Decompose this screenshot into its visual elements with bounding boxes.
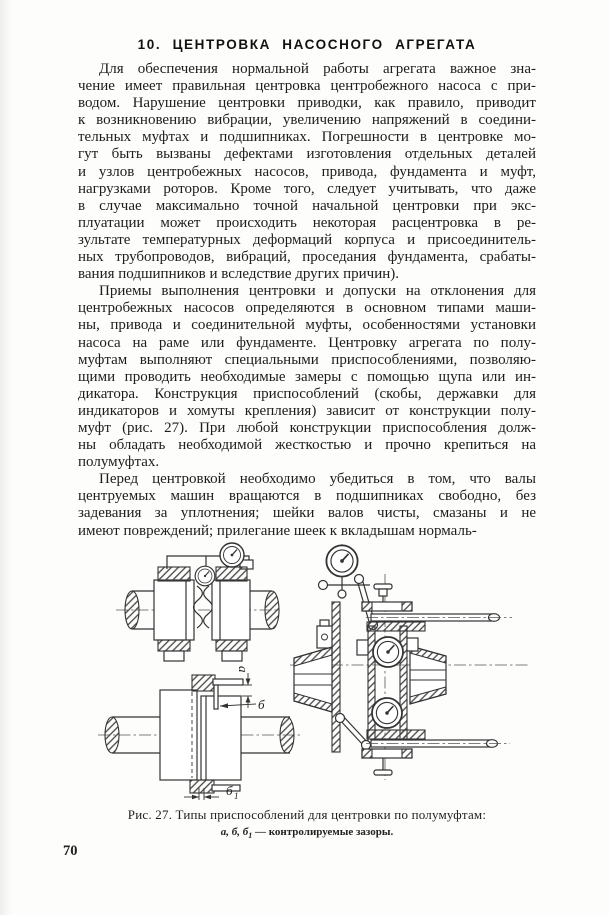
legend-gap-text: — контролируемые зазоры. xyxy=(252,826,394,838)
text-line: и узлов центробежных насосов, привода, фундамента и муфт, xyxy=(78,163,536,180)
coupling-clamp-drawing xyxy=(116,543,279,661)
section-heading: 10. ЦЕНТРОВКА НАСОСНОГО АГРЕГАТА xyxy=(137,37,477,52)
text-line: вания подшипников и вследствие других причин). xyxy=(78,266,399,283)
dial-indicator-icon xyxy=(220,543,244,567)
figure-caption-legend xyxy=(78,826,536,840)
text-line: Для обеспечения нормальной работы агрегата важное зна- xyxy=(99,61,536,77)
legend-gap-subscript: 1 xyxy=(248,831,253,841)
body-text xyxy=(78,61,536,540)
text-line: муфтам выполняют специальными приспособлениями, позволяю- xyxy=(78,351,536,368)
text-line: ны обладать необходимой жесткостью и прочно крепиться на xyxy=(78,437,536,454)
text-line: индикаторов и хомуты крепления) зависит от конструкции полу- xyxy=(78,402,536,419)
text-line: задевания за уплотнения; шейки валов чисты, смазаны и не xyxy=(78,505,536,522)
text-line: дикатора. Конструкция приспособлений (скобы, державки для xyxy=(78,385,536,402)
text-line: к возникновению вибрации, увеличению напряжений в соедини- xyxy=(78,112,536,129)
text-line: ных трубопроводов, вибраций, проседания фундамента, срабаты- xyxy=(78,249,536,266)
text-line: чение имеет правильная центровка центробежного насоса с при- xyxy=(78,78,536,95)
gap-b1-label: б xyxy=(226,783,233,798)
text-line: имеют повреждений; прилегание шеек к вкладышам нормаль- xyxy=(78,522,477,539)
text-line: центробежных насосов определяются в основном типами маши- xyxy=(78,300,536,317)
text-line: полумуфтах. xyxy=(78,454,160,471)
legend-gap-letters: а, б, б xyxy=(220,826,249,838)
gap-b1-index: 1 xyxy=(234,791,239,801)
paragraph-3 xyxy=(78,471,536,539)
gap-a-label: а xyxy=(236,666,251,673)
paragraph-2 xyxy=(78,283,536,471)
text-line: щими проводить необходимые замеры с помощью щупа или ин- xyxy=(78,368,536,385)
text-line: тельных муфтах и подшипниках. Погрешности в центровке мо- xyxy=(78,129,536,146)
gap-b-label: б xyxy=(258,697,265,712)
dial-indicator-icon xyxy=(373,637,403,667)
text-line: ны, привода и соединительной муфты, особенностями установки xyxy=(78,317,536,334)
text-line: муфт (рис. 27). При любой конструкции приспособления долж- xyxy=(78,419,536,436)
dial-indicator-icon xyxy=(195,566,215,586)
text-line: в случае максимально точной начальной центровки при экс- xyxy=(78,197,536,214)
text-line: нагрузками роторов. Кроме того, следует учитывать, что даже xyxy=(78,180,536,197)
text-line: гут быть вызваны дефектами изготовления отдельных деталей xyxy=(78,146,536,163)
coupling-gaps-drawing xyxy=(98,666,300,801)
text-line: насоса на раме или фундаменте. Центровку агрегата по полу- xyxy=(78,334,536,351)
text-line: Перед центровкой необходимо убедиться в том, что валы xyxy=(99,471,536,488)
indicator-device-drawing xyxy=(290,544,528,780)
text-line: плуатации может происходить некоторая расцентровка в ре- xyxy=(78,214,536,231)
dial-indicator-icon xyxy=(326,545,357,576)
figure-caption: Рис. 27. Типы приспособлений для центровки по полумуфтам: xyxy=(127,807,487,822)
page-number: 70 xyxy=(63,843,78,859)
figure-27-drawing xyxy=(80,542,540,804)
text-line: Приемы выполнения центровки и допуски на отклонения для xyxy=(99,283,536,300)
text-line: центруемых машин вращаются в подшипниках свободно, без xyxy=(78,488,536,505)
text-line: зультате температурных деформаций корпуса и присоединитель- xyxy=(78,231,536,248)
dial-indicator-icon xyxy=(372,698,402,728)
text-line: водом. Нарушение центровки приводки, как правило, приводит xyxy=(78,95,536,112)
paragraph-1 xyxy=(78,61,536,283)
